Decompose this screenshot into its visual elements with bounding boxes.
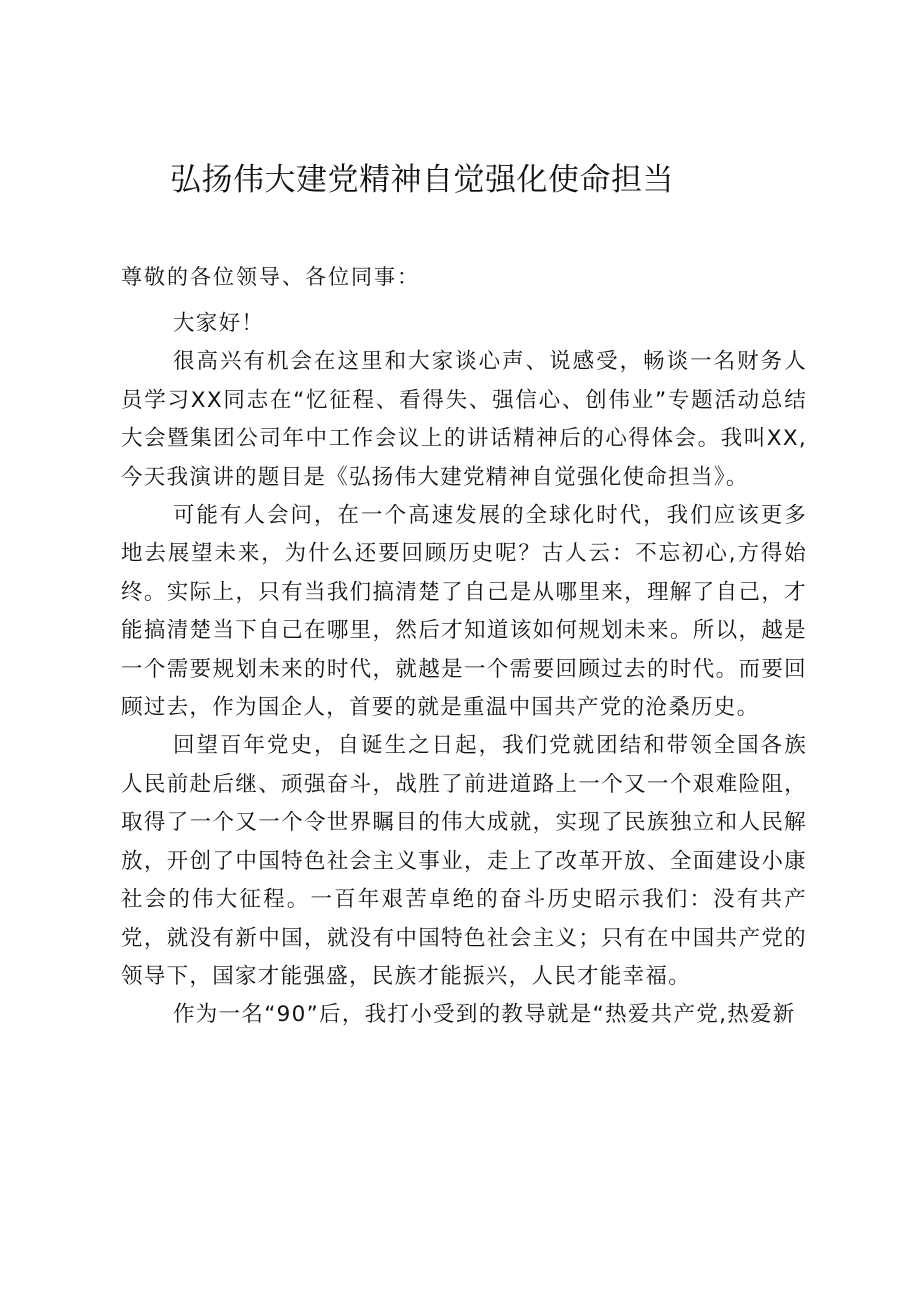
paragraph-party-history: 回望百年党史，自诞生之日起，我们党就团结和带领全国各族人民前赴后继、顽强奋斗，战胜了前进道路上一个又一个艰难险阻，取得了一个又一个令世界瞩目的伟大成就，实现了民族独立和人民解放，开创了中国特色社会主义事业，走上了改革开放、全面建设小康社会的伟大征程。一百年艰苦卓绝的奋斗历史昭示我们：没有共产党，就没有新中国，就没有中国特色社会主义；只有在中国共产党的领导下，国家才能强盛，民族才能振兴，人民才能幸福。 <box>121 733 807 989</box>
paragraph-greeting: 大家好！ <box>173 311 265 336</box>
salutation: 尊敬的各位领导、各位同事： <box>121 265 420 289</box>
document-body <box>121 305 807 1035</box>
paragraph-introduction: 很高兴有机会在这里和大家谈心声、说感受，畅谈一名财务人员学习XX同志在“忆征程、看得失、强信心、创伟业”专题活动总结大会暨集团公司年中工作会议上的讲话精神后的心得体会。我叫XX,今天我演讲的题目是《弘扬伟大建党精神自觉强化使命担当》。 <box>121 349 807 490</box>
paragraph-personal: 作为一名“90”后，我打小受到的教导就是“热爱共产党,热爱新 <box>173 1002 796 1028</box>
paragraph-history-question: 可能有人会问，在一个高速发展的全球化时代，我们应该更多地去展望未来，为什么还要回顾历史呢？古人云：不忘初心,方得始终。实际上，只有当我们搞清楚了自己是从哪里来，理解了自己，才能搞清楚当下自己在哪里，然后才知道该如何规划未来。所以，越是一个需要规划未来的时代，就越是一个需要回顾过去的时代。而要回顾过去，作为国企人，首要的就是重温中国共产党的沧桑历史。 <box>121 503 807 721</box>
document-title: 弘扬伟大建党精神自觉强化使命担当 <box>170 162 674 198</box>
